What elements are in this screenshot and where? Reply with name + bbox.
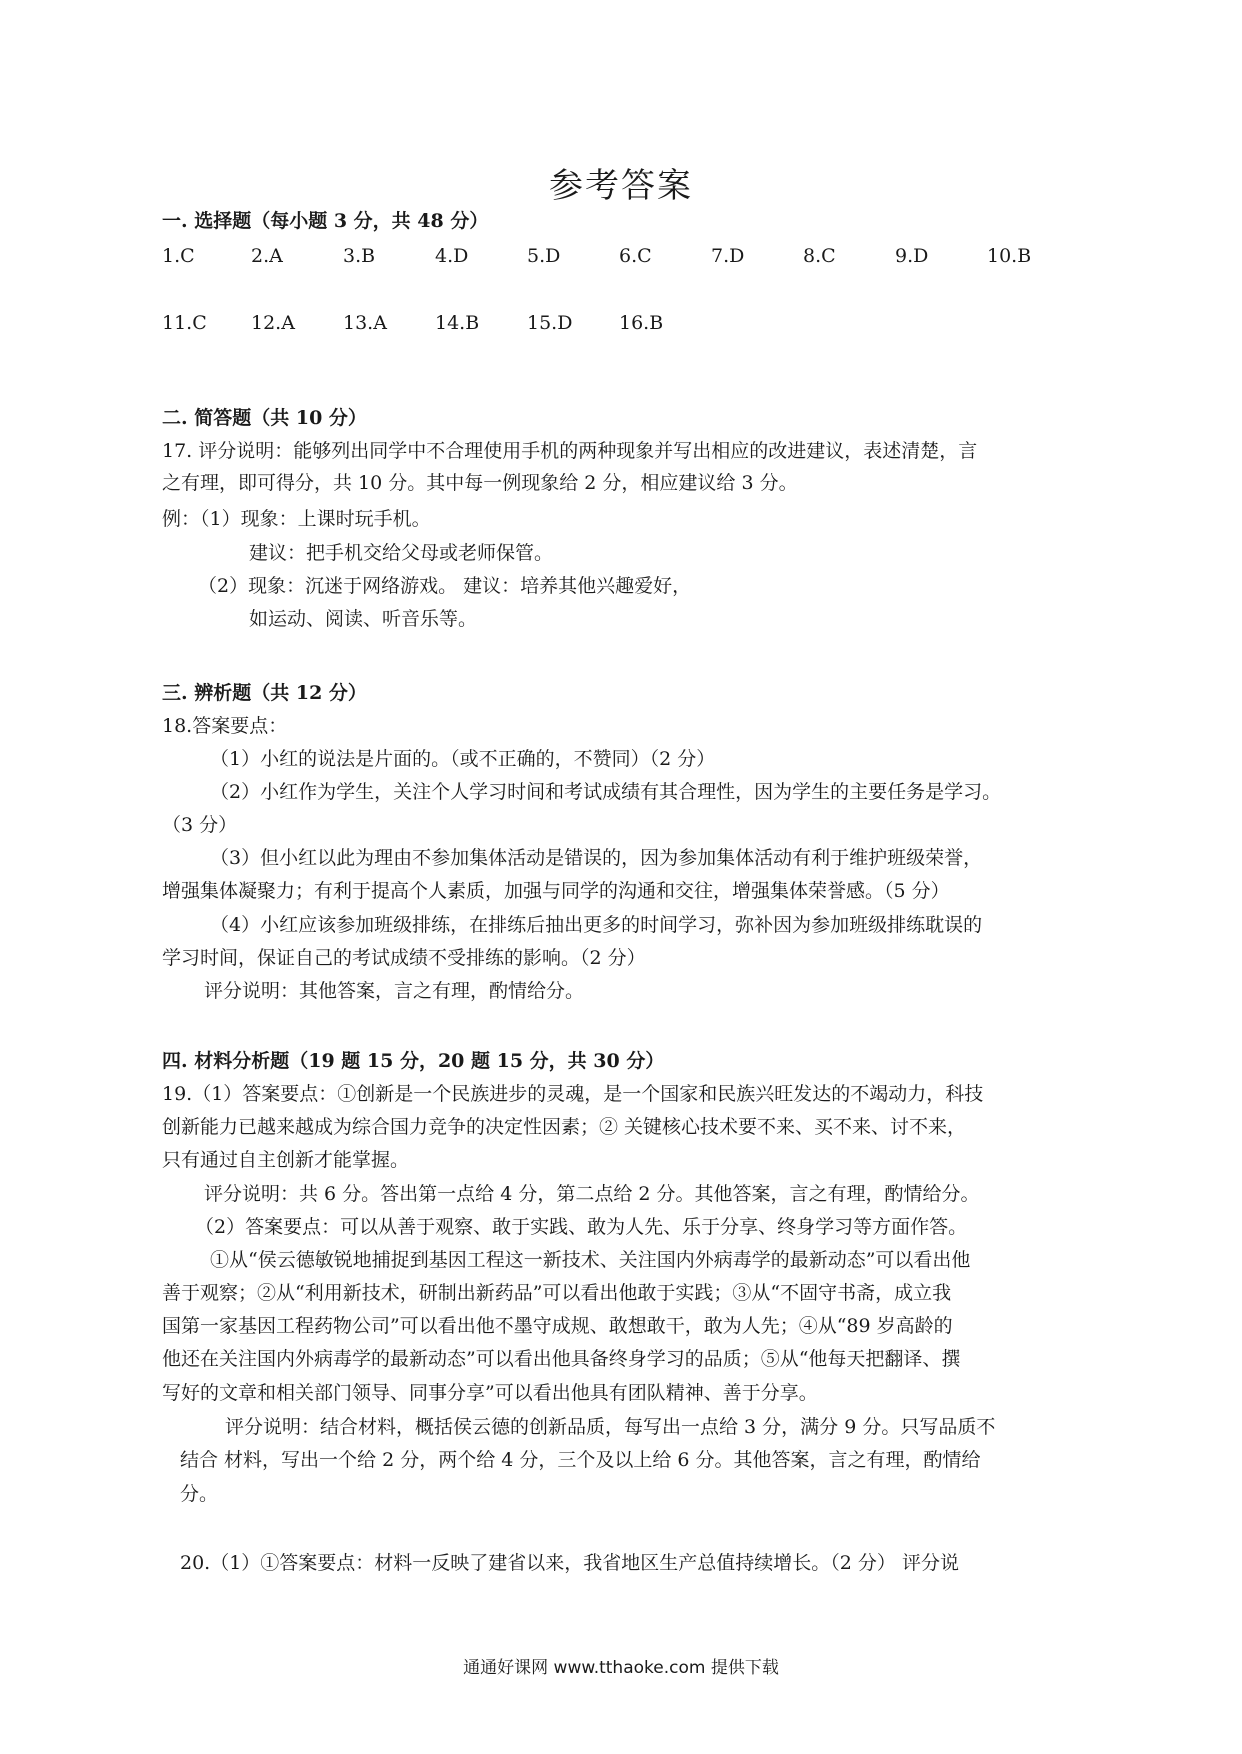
answer-item: 8.C bbox=[803, 245, 836, 267]
section-1-heading: 一. 选择题（每小题 3 分，共 48 分） bbox=[162, 210, 489, 232]
answer-item: 12.A bbox=[251, 312, 295, 334]
paragraph-line: 19.（1）答案要点：①创新是一个民族进步的灵魂，是一个国家和民族兴旺发达的不竭动力，科技 bbox=[162, 1083, 984, 1105]
answer-item: 3.B bbox=[343, 245, 376, 267]
paragraph-line: 评分说明：其他答案，言之有理，酌情给分。 bbox=[204, 980, 585, 1002]
paragraph-line: （2）小红作为学生，关注个人学习时间和考试成绩有其合理性，因为学生的主要任务是学习。 bbox=[210, 781, 1002, 803]
paragraph-line: 建议：把手机交给父母或老师保管。 bbox=[249, 542, 554, 564]
paragraph-line: 17. 评分说明：能够列出同学中不合理使用手机的两种现象并写出相应的改进建议，表述清楚，言 bbox=[162, 440, 978, 462]
answer-item: 7.D bbox=[711, 245, 745, 267]
answer-item: 2.A bbox=[251, 245, 283, 267]
paragraph-line: ①从“侯云德敏锐地捕捉到基因工程这一新技术、关注国内外病毒学的最新动态”可以看出他 bbox=[210, 1249, 971, 1271]
paragraph-line: 20.（1）①答案要点：材料一反映了建省以来，我省地区生产总值持续增长。（2 分） 评分说 bbox=[180, 1552, 959, 1574]
paragraph-line: 之有理，即可得分，共 10 分。其中每一例现象给 2 分，相应建议给 3 分。 bbox=[162, 472, 798, 494]
paragraph-line: 如运动、阅读、听音乐等。 bbox=[249, 608, 478, 630]
paragraph-line: （3 分） bbox=[162, 814, 238, 836]
paragraph-line: 结合 材料，写出一个给 2 分，两个给 4 分，三个及以上给 6 分。其他答案，言之有理，酌情给 bbox=[180, 1449, 981, 1471]
paragraph-line: 善于观察；②从“利用新技术，研制出新药品”可以看出他敢于实践；③从“不固守书斋，成立我 bbox=[162, 1282, 952, 1304]
answer-item: 13.A bbox=[343, 312, 387, 334]
section-4-heading: 四. 材料分析题（19 题 15 分，20 题 15 分，共 30 分） bbox=[162, 1050, 665, 1072]
section-2-heading: 二. 简答题（共 10 分） bbox=[162, 407, 367, 429]
paragraph-line: 分。 bbox=[180, 1483, 219, 1505]
answer-item: 16.B bbox=[619, 312, 664, 334]
paragraph-line: （3）但小红以此为理由不参加集体活动是错误的，因为参加集体活动有利于维护班级荣誉， bbox=[210, 847, 983, 869]
section-3-heading: 三. 辨析题（共 12 分） bbox=[162, 682, 367, 704]
paragraph-line: （2）答案要点：可以从善于观察、敢于实践、敢为人先、乐于分享、终身学习等方面作答。 bbox=[195, 1216, 968, 1238]
paragraph-line: 创新能力已越来越成为综合国力竞争的决定性因素；② 关键核心技术要不来、买不来、讨不来， bbox=[162, 1116, 967, 1138]
answer-item: 5.D bbox=[527, 245, 561, 267]
paragraph-line: （2）现象：沉迷于网络游戏。 建议：培养其他兴趣爱好， bbox=[198, 575, 692, 597]
answer-item: 6.C bbox=[619, 245, 652, 267]
page-title: 参考答案 bbox=[549, 166, 693, 206]
paragraph-line: 国第一家基因工程药物公司”可以看出他不墨守成规、敢想敢干，敢为人先；④从“89 岁高龄的 bbox=[162, 1315, 953, 1337]
footer-credit: 通通好课网 www.tthaoke.com 提供下载 bbox=[463, 1658, 779, 1678]
paragraph-line: （1）小红的说法是片面的。（或不正确的，不赞同）（2 分） bbox=[210, 748, 716, 770]
paragraph-line: 评分说明：共 6 分。答出第一点给 4 分，第二点给 2 分。其他答案，言之有理，酌情给分。 bbox=[204, 1183, 980, 1205]
paragraph-line: 评分说明：结合材料，概括侯云德的创新品质，每写出一点给 3 分，满分 9 分。只写品质不 bbox=[225, 1416, 996, 1438]
paragraph-line: 增强集体凝聚力；有利于提高个人素质，加强与同学的沟通和交往，增强集体荣誉感。（5 分） bbox=[162, 880, 950, 902]
answer-item: 14.B bbox=[435, 312, 480, 334]
paragraph-line: （4）小红应该参加班级排练，在排练后抽出更多的时间学习，弥补因为参加班级排练耽误的 bbox=[210, 914, 983, 936]
answer-item: 1.C bbox=[162, 245, 195, 267]
paragraph-line: 他还在关注国内外病毒学的最新动态”可以看出他具备终身学习的品质；⑤从“他每天把翻译、撰 bbox=[162, 1348, 961, 1370]
paragraph-line: 学习时间，保证自己的考试成绩不受排练的影响。（2 分） bbox=[162, 947, 646, 969]
answer-item: 11.C bbox=[162, 312, 207, 334]
paragraph-line: 只有通过自主创新才能掌握。 bbox=[162, 1149, 410, 1171]
paragraph-line: 18.答案要点： bbox=[162, 715, 288, 737]
answer-item: 10.B bbox=[987, 245, 1032, 267]
answer-item: 15.D bbox=[527, 312, 573, 334]
paragraph-line: 写好的文章和相关部门领导、同事分享”可以看出他具有团队精神、善于分享。 bbox=[162, 1382, 818, 1404]
paragraph-line: 例：（1）现象：上课时玩手机。 bbox=[162, 508, 431, 530]
answer-item: 9.D bbox=[895, 245, 929, 267]
answer-item: 4.D bbox=[435, 245, 469, 267]
